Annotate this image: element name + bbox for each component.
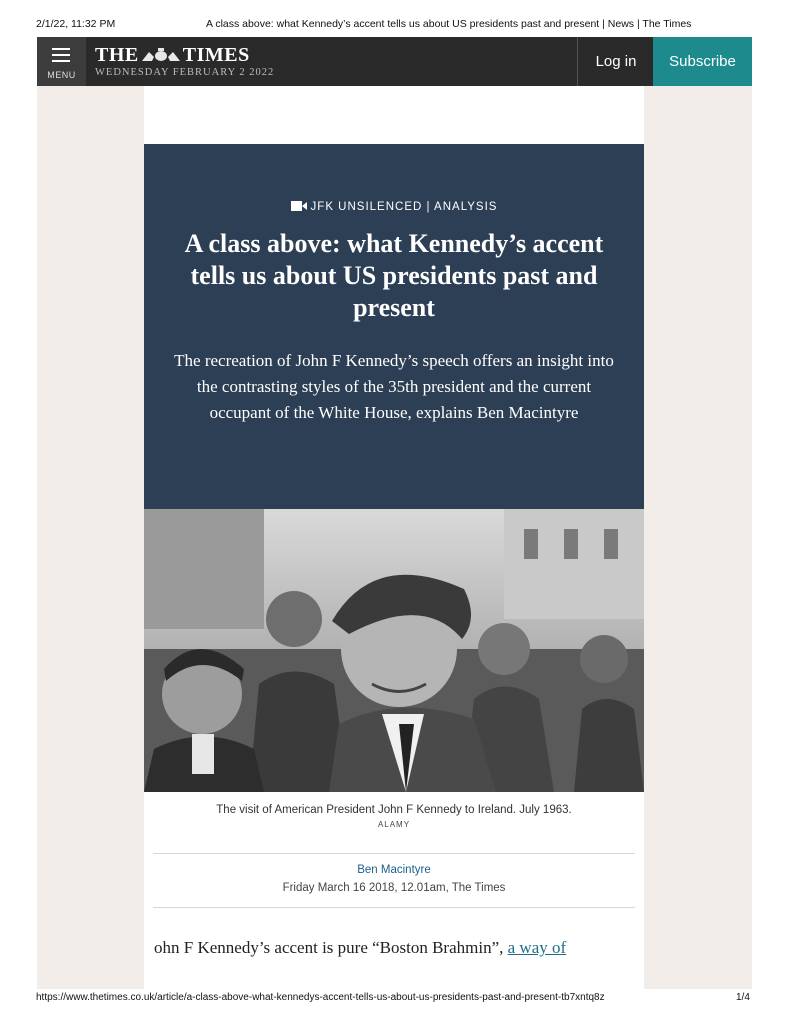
kicker-text: JFK UNSILENCED | ANALYSIS — [310, 201, 498, 213]
article-photo — [144, 509, 644, 792]
masthead-date: WEDNESDAY FEBRUARY 2 2022 — [95, 67, 275, 78]
video-camera-icon — [291, 201, 307, 211]
article-headline: A class above: what Kennedy’s accent tells us about US presidents past and present — [184, 229, 604, 322]
body-inline-link[interactable]: a way of — [507, 938, 567, 957]
article-kicker[interactable] — [144, 201, 644, 213]
print-url: https://www.thetimes.co.uk/article/a-class-above-what-kennedys-accent-tells-us-about-us-presidents-past-and-present-tb7xntq8z — [36, 992, 605, 1003]
site-topbar — [37, 37, 752, 86]
divider — [153, 853, 635, 854]
print-page-indicator: 1/4 — [736, 992, 750, 1003]
image-credit: ALAMY — [377, 820, 411, 829]
login-button[interactable]: Log in — [577, 37, 654, 86]
print-document-title: A class above: what Kennedy’s accent tells us about US presidents past and present | News | The Times — [206, 18, 692, 30]
author-link[interactable]: Ben Macintyre — [357, 864, 431, 876]
print-datetime: 2/1/22, 11:32 PM — [36, 18, 116, 30]
page-frame — [37, 37, 752, 989]
print-header — [0, 0, 788, 36]
image-caption: The visit of American President John F Kennedy to Ireland. July 1963. — [216, 804, 572, 816]
article-standfirst: The recreation of John F Kennedy’s speech offers an insight into the contrasting styles of the 35th president and the current occupant of the White House, explains Ben Macintyre — [174, 351, 614, 422]
hamburger-icon — [52, 48, 70, 66]
body-text: ohn F Kennedy’s accent is pure “Boston Brahmin”, — [154, 938, 508, 957]
logo-text-left: THE — [95, 44, 139, 66]
article-hero — [144, 144, 644, 509]
article-column — [144, 86, 644, 989]
publish-date: Friday March 16 2018, 12.01am, The Times — [282, 882, 506, 894]
subscribe-button[interactable]: Subscribe — [653, 37, 752, 86]
royal-crest-icon — [139, 48, 183, 62]
logo-text-right: TIMES — [182, 44, 250, 66]
print-footer — [0, 992, 788, 1012]
times-logo[interactable] — [95, 44, 250, 67]
menu-label: MENU — [47, 70, 76, 80]
divider — [153, 907, 635, 908]
article-body-first-line — [154, 938, 566, 958]
kennedy-photo-illustration — [144, 509, 644, 792]
menu-button[interactable] — [37, 37, 86, 86]
